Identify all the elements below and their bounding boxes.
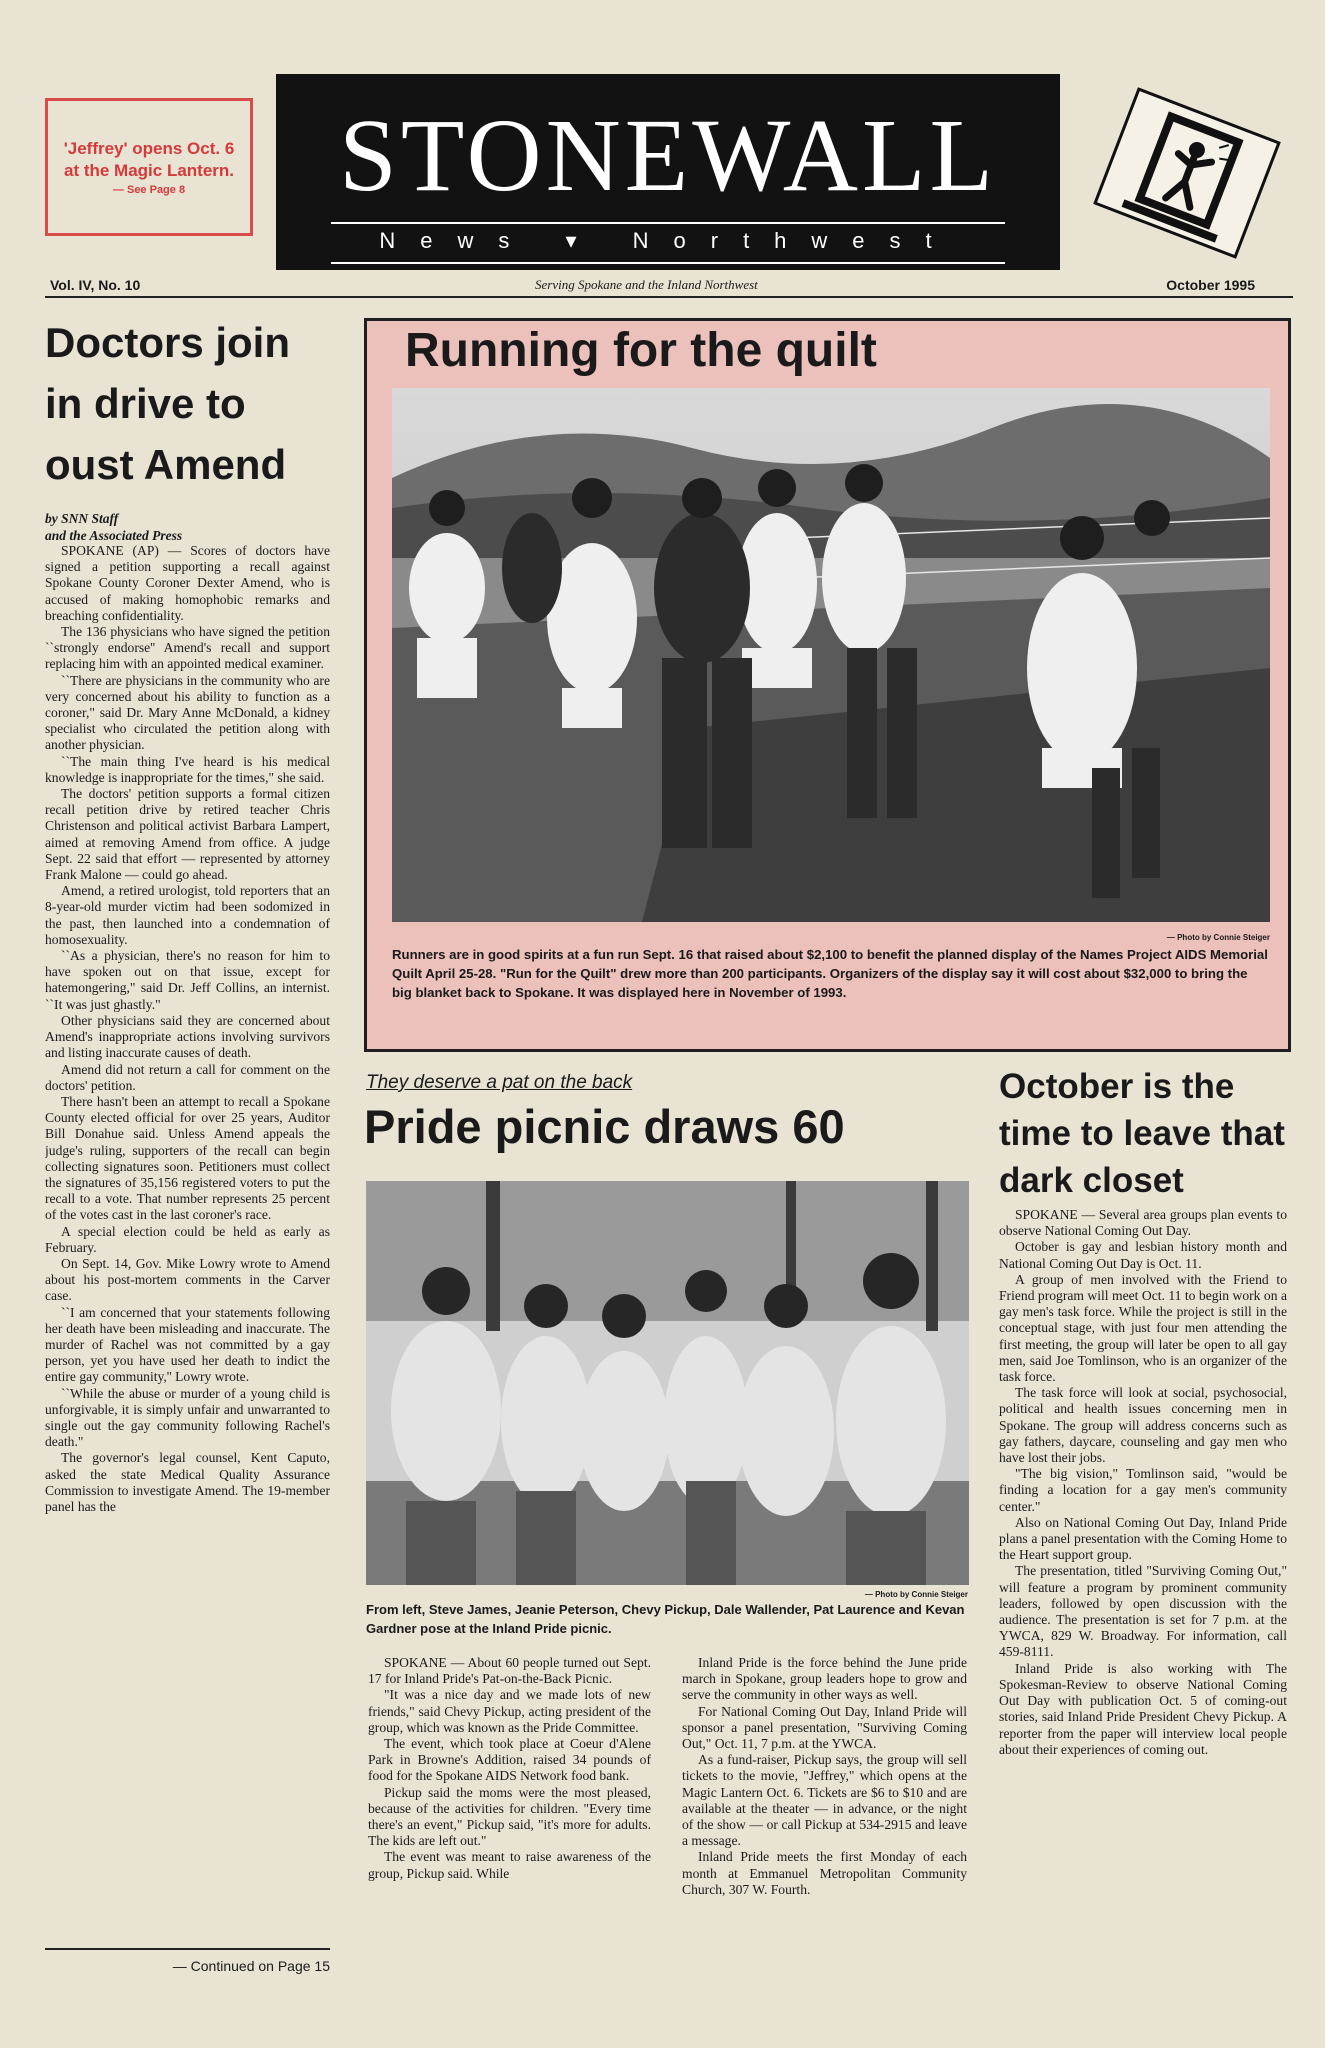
tagline: Serving Spokane and the Inland Northwest [535, 277, 758, 292]
issue-info-line [50, 277, 1265, 295]
photo-credit: — Photo by Connie Steiger [1166, 933, 1270, 942]
paragraph: The presentation, titled "Surviving Coming Out," will feature a program by prominent community leaders, followed by open discussion with the audience. The presentation is set for 7 p.m. at the YWCA, 829 W. Broadway. For information, call 459-8111. [999, 1563, 1287, 1660]
pride-story-headline: Pride picnic draws 60 [364, 1100, 845, 1153]
paragraph: SPOKANE — About 60 people turned out Sept. 17 for Inland Pride's Pat-on-the-Back Picnic. [368, 1655, 651, 1687]
masthead-rule [331, 262, 1005, 264]
paragraph: The task force will look at social, psychosocial, political and health issues concerning men in Spokane. The group will address concerns such as gay fathers, daycare, counseling and gay men who have lost their jobs. [999, 1385, 1287, 1466]
promo-box[interactable] [45, 98, 253, 236]
paragraph: There hasn't been an attempt to recall a Spokane County elected official for over 25 years, Auditor Bill Donahue said. Unless Amend appeals the judge's ruling, supporters of the recall can begin collecting signatures soon. Petitioners must collect the signatures of 35,156 registered voters to put the recall to a vote. That number represents 25 percent of the votes cast in the last coroner's race. [45, 1093, 330, 1223]
paragraph: Other physicians said they are concerned about Amend's inappropriate actions involving survivors and listing inaccurate causes of death. [45, 1012, 330, 1061]
paragraph: Inland Pride meets the first Monday of each month at Emmanuel Metropolitan Community Church, 307 W. Fourth. [682, 1849, 967, 1897]
paragraph: Also on National Coming Out Day, Inland Pride plans a panel presentation with the Coming Home to the Heart support group. [999, 1514, 1287, 1563]
promo-page-ref: — See Page 8 [112, 184, 186, 196]
paragraph: SPOKANE — Several area groups plan events to observe National Coming Out Day. [999, 1207, 1287, 1239]
paragraph: Inland Pride is the force behind the June pride march in Spokane, group leaders hope to grow and serve the community in other ways as well. [682, 1655, 967, 1703]
paragraph: ``As a physician, there's no reason for him to have spoken out on that issue, except for hatemongering," said Dr. Jeff Collins, an internist. ``It was just ghastly." [45, 948, 330, 1012]
paragraph: The event was meant to raise awareness of the group, Pickup said. While [368, 1849, 651, 1881]
volume-number: Vol. IV, No. 10 [50, 277, 141, 293]
closet-story-body [999, 1207, 1287, 2007]
picnic-group-photo [366, 1181, 969, 1585]
paragraph: October is gay and lesbian history month and National Coming Out Day is Oct. 11. [999, 1239, 1287, 1271]
paragraph: On Sept. 14, Gov. Mike Lowry wrote to Amend about his post-mortem comments in the Carver case. [45, 1255, 330, 1304]
continued-link[interactable]: — Continued on Page 15 [172, 1958, 330, 1974]
pride-story-column-2 [682, 1655, 967, 1995]
paragraph: Amend, a retired urologist, told reporters that an 8-year-old murder victim had been sodomized in the past, then launched into a condemnation of homosexuality. [45, 883, 330, 947]
promo-text: 'Jeffrey' opens Oct. 6 at the Magic Lantern. [63, 139, 235, 180]
photo-credit: — Photo by Connie Steiger [864, 1590, 968, 1599]
paragraph: The governor's legal counsel, Kent Caputo, asked the state Medical Quality Assurance Commission to investigate Amend. The 19-member panel has the [45, 1450, 330, 1514]
paragraph: Pickup said the moms were the most pleased, because of the activities for children. "Every time there's an event," Pickup said, "it's more for adults. The kids are left out." [368, 1784, 651, 1849]
quilt-story-headline: Running for the quilt [405, 324, 877, 377]
paragraph: ``The main thing I've heard is his medical knowledge is inappropriate for the times," she said. [45, 753, 330, 785]
paragraph: The 136 physicians who have signed the petition ``strongly endorse'' Amend's recall and support replacing him with an appointed medical examiner. [45, 624, 330, 672]
masthead-banner [276, 74, 1060, 270]
paragraph: The event, which took place at Coeur d'Alene Park in Browne's Addition, raised 34 pounds of food for the Spokane AIDS Network food bank. [368, 1736, 651, 1784]
issue-date: October 1995 [1166, 277, 1255, 293]
paragraph: SPOKANE (AP) — Scores of doctors have signed a petition supporting a recall against Spokane County Coroner Dexter Amend, who is accused of making homophobic remarks and breaching confidentiality. [45, 543, 330, 623]
doctors-story-body [45, 543, 330, 1943]
byline-line: by SNN Staff [45, 511, 119, 526]
paragraph: The doctors' petition supports a formal citizen recall petition drive by retired teacher Chris Christenson and political activist Barbara Lampert, aimed at removing Amend from office. A judge Sept. 22 said that effort — represented by attorney Frank Malone — could go ahead. [45, 786, 330, 883]
pride-story-kicker: They deserve a pat on the back [366, 1072, 633, 1093]
paragraph: "The big vision," Tomlinson said, "would be finding a location for a gay men's community center." [999, 1466, 1287, 1514]
paragraph: A group of men involved with the Friend to Friend program will meet Oct. 11 to begin work on a gay men's task force. While the project is still in the conceptual stage, with just four men attending the first meeting, the group will later be open to all gay men, said Joe Tomlinson, who is an organizer of the task force. [999, 1271, 1287, 1385]
doctors-story-byline [45, 510, 330, 544]
divider [45, 1948, 330, 1950]
paragraph: Amend did not return a call for comment on the doctors' petition. [45, 1061, 330, 1093]
paragraph: ``While the abuse or murder of a young child is unforgivable, it is simply unfair and unwarranted to single out the gay community following Rachel's death." [45, 1385, 330, 1450]
runners-photo [392, 388, 1270, 922]
paragraph: As a fund-raiser, Pickup says, the group will sell tickets to the movie, "Jeffrey," which opens at the Magic Lantern Oct. 6. Tickets are $6 to $10 and are available at the theater — in advance, or the night of the show — or call Pickup at 534-2915 and leave a message. [682, 1752, 967, 1849]
closet-story-headline: October is the time to leave that dark closet [999, 1067, 1285, 1200]
doctors-story-headline: Doctors join in drive to oust Amend [45, 319, 291, 488]
divider [45, 296, 1293, 298]
stonewall-door-logo-icon [1090, 84, 1284, 262]
paragraph: "It was a nice day and we made lots of new friends," said Chevy Pickup, acting president of the group, which was known as the Pride Committee. [368, 1687, 651, 1735]
pride-story-column-1 [368, 1655, 651, 1995]
photo-caption: From left, Steve James, Jeanie Peterson, Chevy Pickup, Dale Wallender, Pat Laurence and Kevan Gardner pose at the Inland Pride picnic. [366, 1602, 965, 1636]
newspaper-subtitle: News ▾ Northwest [379, 228, 957, 253]
byline-line: and the Associated Press [45, 528, 183, 543]
newspaper-title: STONEWALL [338, 98, 998, 213]
photo-caption: Runners are in good spirits at a fun run Sept. 16 that raised about $2,100 to benefit the planned display of the Names Project AIDS Memorial Quilt April 25-28. "Run for the Quilt" drew more than 200 participants. Organizers of the display say it will cost about $32,000 to bring the big blanket back to Spokane. It was displayed here in November of 1993. [392, 947, 1268, 1000]
paragraph: Inland Pride is also working with The Spokesman-Review to observe National Coming Out Day with publication Oct. 5 of coming-out stories, said Inland Pride President Chevy Pickup. A reporter from the paper will interview local people about their experiences of coming out. [999, 1660, 1287, 1757]
paragraph: For National Coming Out Day, Inland Pride will sponsor a panel presentation, "Surviving Coming Out," Oct. 11, 7 p.m. at the YWCA. [682, 1703, 967, 1752]
masthead-rule [331, 222, 1005, 224]
paragraph: ``I am concerned that your statements following her death have been misleading and inaccurate. The murder of Rachel was not committed by a gay person, yet you have used her death to indict the entire gay community,'' Lowry wrote. [45, 1304, 330, 1385]
paragraph: A special election could be held as early as February. [45, 1223, 330, 1255]
paragraph: ``There are physicians in the community who are very concerned about his ability to function as a coroner," said Dr. Mary Anne McDonald, a kidney specialist who circulated the petition along with another physician. [45, 672, 330, 753]
